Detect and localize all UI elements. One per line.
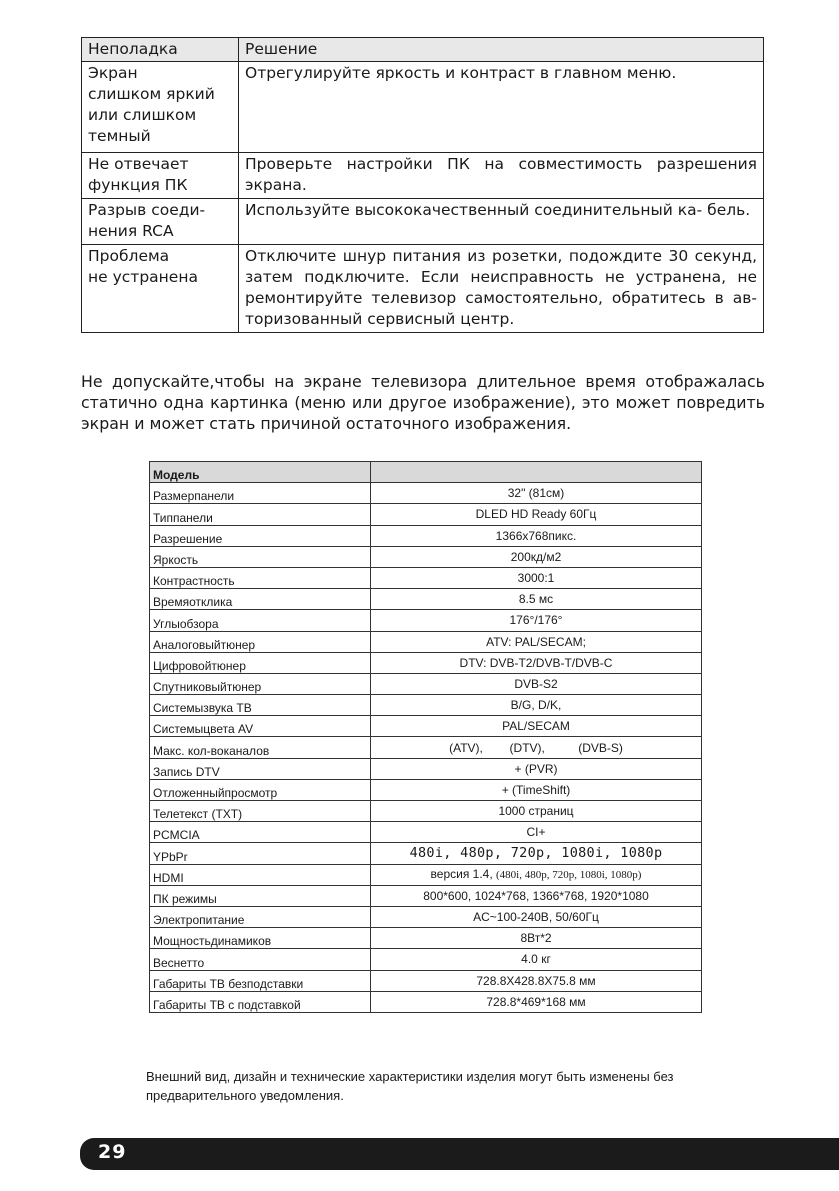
spec-value: DLED HD Ready 60Гц bbox=[371, 504, 702, 525]
spec-header-label: Модель bbox=[150, 462, 371, 483]
problem-cell: Проблема не устранена bbox=[82, 245, 239, 333]
table-row bbox=[150, 843, 702, 864]
spec-header-row bbox=[150, 462, 702, 483]
spec-label: ПК режимы bbox=[150, 885, 371, 906]
table-row bbox=[150, 610, 702, 631]
table-row bbox=[150, 716, 702, 737]
spec-table bbox=[149, 461, 702, 1013]
table-row bbox=[150, 779, 702, 800]
spec-value: 800*600, 1024*768, 1366*768, 1920*1080 bbox=[371, 885, 702, 906]
spec-label: Электропитание bbox=[150, 906, 371, 927]
table-row bbox=[150, 589, 702, 610]
spec-value: 1000 страниц bbox=[371, 801, 702, 822]
table-row bbox=[150, 652, 702, 673]
table-row bbox=[150, 737, 702, 758]
table-row bbox=[150, 970, 702, 991]
spec-label: Цифровойтюнер bbox=[150, 652, 371, 673]
spec-label: Системызвука ТВ bbox=[150, 695, 371, 716]
spec-label: Отложенныйпросмотр bbox=[150, 779, 371, 800]
spec-label: Типпанели bbox=[150, 504, 371, 525]
table-row bbox=[150, 673, 702, 694]
spec-value: CI+ bbox=[371, 822, 702, 843]
spec-label: Телетекст (TXT) bbox=[150, 801, 371, 822]
table-row bbox=[150, 991, 702, 1012]
spec-label: Контрастность bbox=[150, 567, 371, 588]
spec-value: PAL/SECAM bbox=[371, 716, 702, 737]
table-row bbox=[150, 928, 702, 949]
spec-label: Времяотклика bbox=[150, 589, 371, 610]
table-row bbox=[82, 153, 764, 199]
table-row bbox=[150, 546, 702, 567]
spec-label: Яркость bbox=[150, 546, 371, 567]
spec-label: Разрешение bbox=[150, 525, 371, 546]
spec-value: ATV: PAL/SECAM; bbox=[371, 631, 702, 652]
disclaimer-note: Внешний вид, дизайн и технические характеристики изделия могут быть изменены без предварительного уведомления. bbox=[146, 1069, 674, 1103]
spec-label: Углыобзора bbox=[150, 610, 371, 631]
header-solution: Решение bbox=[239, 38, 764, 62]
spec-label: HDMI bbox=[150, 864, 371, 885]
page-number: 29 bbox=[98, 1141, 127, 1163]
footer-bar bbox=[80, 1138, 839, 1170]
spec-header-value bbox=[371, 462, 702, 483]
problem-cell: Не отвечает функция ПК bbox=[82, 153, 239, 199]
spec-value: 8Вт*2 bbox=[371, 928, 702, 949]
table-row bbox=[150, 949, 702, 970]
table-row bbox=[150, 567, 702, 588]
spec-label: Макс. кол-воканалов bbox=[150, 737, 371, 758]
warning-paragraph: Не допускайте,чтобы на экране телевизора длительное время отображалась статично одна картинка (меню или другое изображение), это может повредить экран и может стать причиной остаточного изображения. bbox=[81, 372, 765, 433]
troubleshooting-header-row bbox=[82, 38, 764, 62]
spec-value: (480i, 480p, 720p, 1080i, 1080p) bbox=[496, 869, 642, 882]
spec-value-cell bbox=[371, 864, 702, 885]
table-row bbox=[150, 801, 702, 822]
table-row bbox=[150, 822, 702, 843]
table-row bbox=[150, 906, 702, 927]
solution-cell: Используйте высококачественный соединительный ка- бель. bbox=[239, 199, 764, 245]
spec-label: Мощностьдинамиков bbox=[150, 928, 371, 949]
spec-label: Размерпанели bbox=[150, 483, 371, 504]
spec-label: Спутниковыйтюнер bbox=[150, 673, 371, 694]
solution-cell: Отрегулируйте яркость и контраст в главном меню. bbox=[239, 62, 764, 153]
spec-value: + (TimeShift) bbox=[371, 779, 702, 800]
spec-value-prefix: версия 1.4, bbox=[430, 867, 497, 882]
spec-value: 8.5 мс bbox=[371, 589, 702, 610]
spec-label: YPbPr bbox=[150, 843, 371, 864]
problem-cell: Разрыв соеди- нения RCA bbox=[82, 199, 239, 245]
table-row bbox=[150, 504, 702, 525]
spec-value: 1366x768пикс. bbox=[371, 525, 702, 546]
spec-label: Системыцвета AV bbox=[150, 716, 371, 737]
spec-value: DTV: DVB-T2/DVB-T/DVB-C bbox=[371, 652, 702, 673]
spec-value: AC~100-240В, 50/60Гц bbox=[371, 906, 702, 927]
header-problem: Неполадка bbox=[82, 38, 239, 62]
spec-label: Веснетто bbox=[150, 949, 371, 970]
spec-value: + (PVR) bbox=[371, 758, 702, 779]
spec-value: B/G, D/K, bbox=[371, 695, 702, 716]
spec-label: PCMCIA bbox=[150, 822, 371, 843]
spec-value: 4.0 кг bbox=[371, 949, 702, 970]
spec-label: Габариты ТВ с подставкой bbox=[150, 991, 371, 1012]
spec-value: 176°/176° bbox=[371, 610, 702, 631]
troubleshooting-table bbox=[81, 37, 764, 333]
table-row bbox=[82, 199, 764, 245]
solution-cell: Проверьте настройки ПК на совместимость разрешения экрана. bbox=[239, 153, 764, 199]
spec-label: Аналоговыйтюнер bbox=[150, 631, 371, 652]
spec-value: 32" (81см) bbox=[371, 483, 702, 504]
spec-value: 728.8X428.8X75.8 мм bbox=[371, 970, 702, 991]
solution-cell: Отключите шнур питания из розетки, подождите 30 секунд, затем подключите. Если неисправность не устранена, не ремонтируйте телевизор самостоятельно, обратитесь в ав- торизованный сервисный центр. bbox=[239, 245, 764, 333]
spec-value: DVB-S2 bbox=[371, 673, 702, 694]
spec-label: Запись DTV bbox=[150, 758, 371, 779]
spec-value: 3000:1 bbox=[371, 567, 702, 588]
spec-value: 480i, 480p, 720p, 1080i, 1080p bbox=[371, 843, 702, 864]
table-row bbox=[150, 885, 702, 906]
table-row bbox=[150, 695, 702, 716]
table-row bbox=[150, 631, 702, 652]
spec-value: (ATV), (DTV), (DVB-S) bbox=[371, 737, 702, 758]
table-row bbox=[82, 62, 764, 153]
table-row bbox=[150, 525, 702, 546]
table-row bbox=[82, 245, 764, 333]
table-row bbox=[150, 864, 702, 885]
problem-cell: Экран слишком яркий или слишком темный bbox=[82, 62, 239, 153]
spec-label: Габариты ТВ безподставки bbox=[150, 970, 371, 991]
spec-value: 200кд/м2 bbox=[371, 546, 702, 567]
spec-value: 728.8*469*168 мм bbox=[371, 991, 702, 1012]
table-row bbox=[150, 758, 702, 779]
table-row bbox=[150, 483, 702, 504]
